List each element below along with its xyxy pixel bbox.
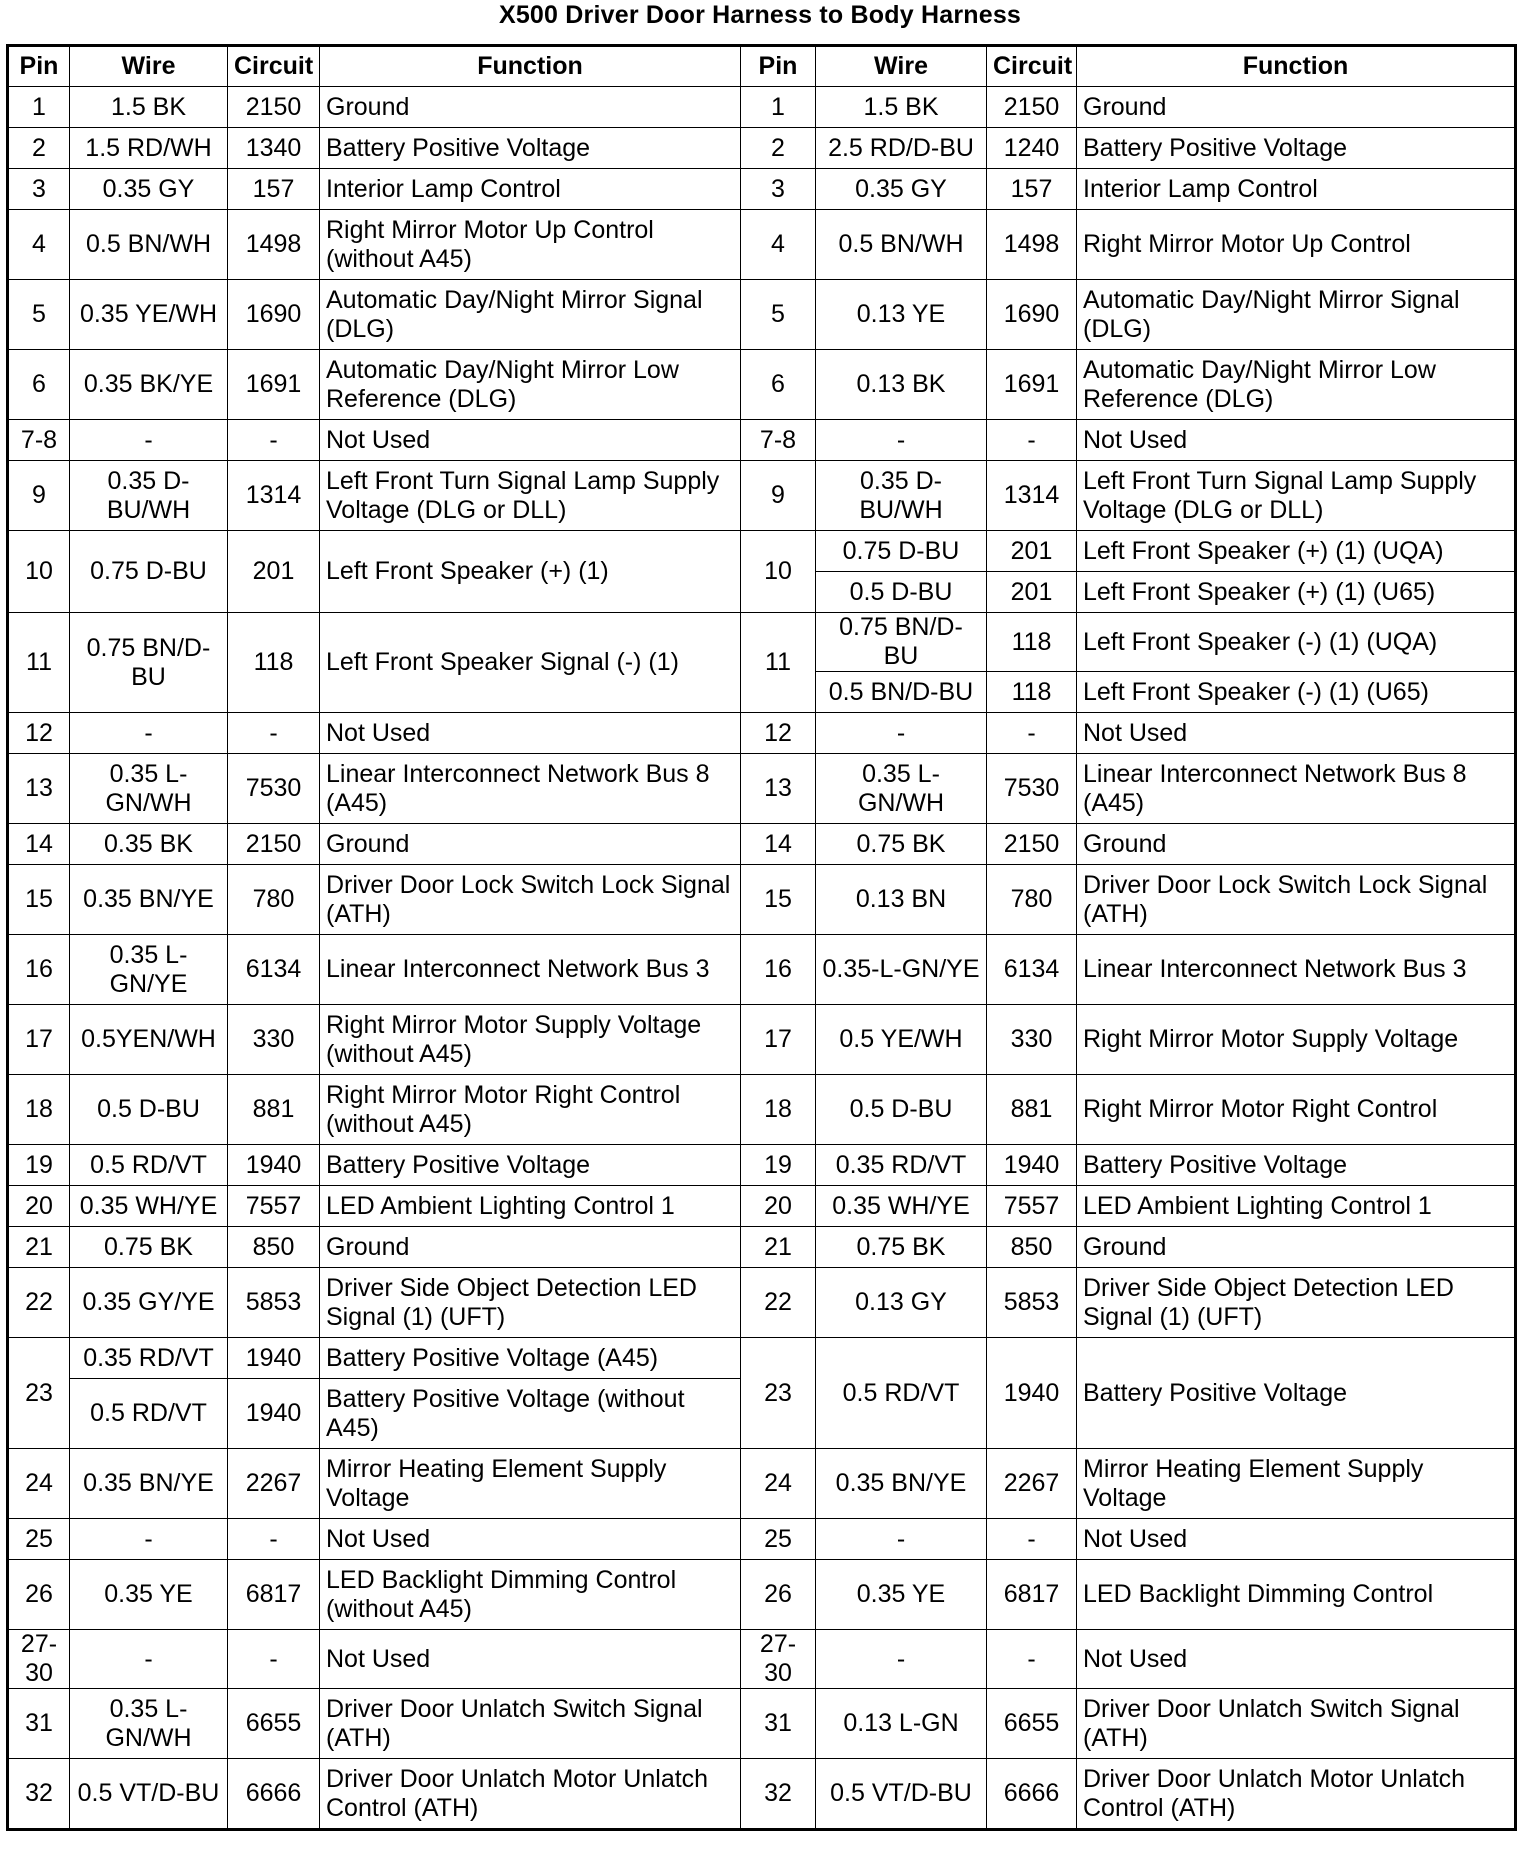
table-cell: 6655 (987, 1689, 1077, 1759)
table-cell: Automatic Day/Night Mirror Low Reference (DLG) (1077, 350, 1516, 420)
table-cell: 2150 (228, 87, 320, 128)
table-cell: Driver Side Object Detection LED Signal (1) (UFT) (320, 1268, 741, 1338)
table-cell: 0.35 GY/YE (70, 1268, 228, 1338)
table-cell: Linear Interconnect Network Bus 3 (1077, 935, 1516, 1005)
table-cell: 157 (228, 169, 320, 210)
table-cell: - (228, 420, 320, 461)
table-cell: 0.35 RD/VT (816, 1145, 987, 1186)
table-cell: 0.35 L-GN/WH (70, 754, 228, 824)
table-cell: Right Mirror Motor Up Control (1077, 210, 1516, 280)
table-cell: 1314 (987, 461, 1077, 531)
table-cell: 0.5 YE/WH (816, 1005, 987, 1075)
table-cell: 6 (741, 350, 816, 420)
table-cell: 0.5 RD/VT (816, 1338, 987, 1449)
table-cell: 0.75 D-BU (816, 531, 987, 572)
table-cell: 1498 (228, 210, 320, 280)
table-cell: 0.13 GY (816, 1268, 987, 1338)
col-header-circuit: Circuit (987, 46, 1077, 87)
table-cell: 0.35 YE/WH (70, 280, 228, 350)
table-cell: 1940 (987, 1338, 1077, 1449)
table-cell: 2267 (228, 1449, 320, 1519)
table-cell: 10 (8, 531, 70, 613)
table-cell: Driver Door Lock Switch Lock Signal (ATH) (320, 865, 741, 935)
table-cell: 2150 (228, 824, 320, 865)
table-cell: 12 (8, 713, 70, 754)
table-cell: Interior Lamp Control (1077, 169, 1516, 210)
table-cell: 16 (8, 935, 70, 1005)
table-cell: Right Mirror Motor Up Control (without A45) (320, 210, 741, 280)
table-cell: Ground (320, 824, 741, 865)
table-cell: 17 (741, 1005, 816, 1075)
table-cell: 0.35 YE (816, 1560, 987, 1630)
table-cell: 13 (8, 754, 70, 824)
table-cell: Ground (320, 87, 741, 128)
table-cell: - (228, 1519, 320, 1560)
table-cell: - (70, 1630, 228, 1689)
table-cell: Not Used (320, 1519, 741, 1560)
table-cell: 1940 (228, 1338, 320, 1379)
table-cell: 1 (8, 87, 70, 128)
table-cell: 0.35 WH/YE (70, 1186, 228, 1227)
table-cell: 330 (987, 1005, 1077, 1075)
table-cell: 0.35 GY (816, 169, 987, 210)
table-cell: 1240 (987, 128, 1077, 169)
table-cell: Mirror Heating Element Supply Voltage (1077, 1449, 1516, 1519)
table-cell: 10 (741, 531, 816, 613)
table-row (8, 1005, 1516, 1075)
table-cell: Right Mirror Motor Supply Voltage (1077, 1005, 1516, 1075)
table-cell: 14 (8, 824, 70, 865)
table-cell: Not Used (1077, 713, 1516, 754)
table-cell: 27-30 (741, 1630, 816, 1689)
table-cell: 5853 (987, 1268, 1077, 1338)
table-cell: 1340 (228, 128, 320, 169)
table-cell: 18 (741, 1075, 816, 1145)
table-cell: 850 (228, 1227, 320, 1268)
table-cell: 0.35 BN/YE (816, 1449, 987, 1519)
table-cell: 1691 (228, 350, 320, 420)
table-cell: 0.5 RD/VT (70, 1145, 228, 1186)
table-cell: Driver Door Lock Switch Lock Signal (ATH) (1077, 865, 1516, 935)
table-cell: 0.35 WH/YE (816, 1186, 987, 1227)
table-cell: 0.5 BN/WH (816, 210, 987, 280)
table-cell: Right Mirror Motor Right Control (without A45) (320, 1075, 741, 1145)
table-cell: 25 (741, 1519, 816, 1560)
table-cell: Left Front Turn Signal Lamp Supply Voltage (DLG or DLL) (1077, 461, 1516, 531)
table-cell: 15 (8, 865, 70, 935)
table-cell: Automatic Day/Night Mirror Low Reference (DLG) (320, 350, 741, 420)
table-cell: 118 (987, 672, 1077, 713)
table-cell: 1 (741, 87, 816, 128)
table-cell: 0.5 RD/VT (70, 1379, 228, 1449)
table-cell: 6666 (987, 1759, 1077, 1830)
table-cell: 0.35 D-BU/WH (816, 461, 987, 531)
table-cell: 17 (8, 1005, 70, 1075)
table-cell: 0.35 L-GN/WH (70, 1689, 228, 1759)
table-row (8, 420, 1516, 461)
col-header-pin: Pin (8, 46, 70, 87)
table-cell: Ground (1077, 87, 1516, 128)
table-cell: Automatic Day/Night Mirror Signal (DLG) (320, 280, 741, 350)
table-body (8, 87, 1516, 1830)
table-cell: LED Backlight Dimming Control (without A45) (320, 1560, 741, 1630)
table-cell: 5 (8, 280, 70, 350)
table-cell: 32 (8, 1759, 70, 1830)
table-cell: 4 (741, 210, 816, 280)
table-cell: 7530 (228, 754, 320, 824)
table-cell: 0.75 D-BU (70, 531, 228, 613)
table-cell: Not Used (1077, 1630, 1516, 1689)
table-cell: LED Ambient Lighting Control 1 (1077, 1186, 1516, 1227)
table-cell: Left Front Speaker (+) (1) (320, 531, 741, 613)
table-cell: Ground (320, 1227, 741, 1268)
table-cell: - (70, 713, 228, 754)
table-cell: 20 (741, 1186, 816, 1227)
table-cell: 6134 (228, 935, 320, 1005)
table-row (8, 350, 1516, 420)
table-cell: 201 (987, 531, 1077, 572)
table-cell: Linear Interconnect Network Bus 8 (A45) (1077, 754, 1516, 824)
table-cell: Linear Interconnect Network Bus 8 (A45) (320, 754, 741, 824)
table-cell: Automatic Day/Night Mirror Signal (DLG) (1077, 280, 1516, 350)
table-cell: 0.5 VT/D-BU (816, 1759, 987, 1830)
table-cell: 1.5 BK (70, 87, 228, 128)
table-row (8, 1519, 1516, 1560)
table-cell: - (816, 1519, 987, 1560)
col-header-wire: Wire (816, 46, 987, 87)
col-header-wire: Wire (70, 46, 228, 87)
table-cell: 0.5YEN/WH (70, 1005, 228, 1075)
table-cell: 7557 (228, 1186, 320, 1227)
table-cell: 3 (741, 169, 816, 210)
table-cell: 0.75 BN/D-BU (70, 613, 228, 713)
table-cell: 0.35 BK/YE (70, 350, 228, 420)
table-cell: Right Mirror Motor Supply Voltage (without A45) (320, 1005, 741, 1075)
table-cell: Right Mirror Motor Right Control (1077, 1075, 1516, 1145)
table-cell: 0.75 BN/D-BU (816, 613, 987, 672)
table-cell: 26 (741, 1560, 816, 1630)
table-cell: 6817 (987, 1560, 1077, 1630)
table-cell: Battery Positive Voltage (without A45) (320, 1379, 741, 1449)
table-cell: 22 (8, 1268, 70, 1338)
table-cell: 18 (8, 1075, 70, 1145)
col-header-circuit: Circuit (228, 46, 320, 87)
table-cell: Mirror Heating Element Supply Voltage (320, 1449, 741, 1519)
table-row (8, 87, 1516, 128)
table-cell: 9 (8, 461, 70, 531)
table-cell: - (228, 1630, 320, 1689)
table-cell: 0.5 VT/D-BU (70, 1759, 228, 1830)
table-cell: 20 (8, 1186, 70, 1227)
table-cell: 19 (741, 1145, 816, 1186)
table-cell: 2150 (987, 87, 1077, 128)
table-cell: - (70, 420, 228, 461)
table-row (8, 1759, 1516, 1830)
table-cell: Battery Positive Voltage (1077, 128, 1516, 169)
table-cell: 2 (741, 128, 816, 169)
table-cell: 201 (228, 531, 320, 613)
table-cell: Ground (1077, 824, 1516, 865)
table-cell: 0.35 D-BU/WH (70, 461, 228, 531)
table-cell: Left Front Speaker (+) (1) (UQA) (1077, 531, 1516, 572)
table-cell: 5853 (228, 1268, 320, 1338)
table-cell: - (987, 1630, 1077, 1689)
table-cell: 157 (987, 169, 1077, 210)
table-cell: Not Used (320, 420, 741, 461)
table-cell: 0.13 YE (816, 280, 987, 350)
table-cell: Not Used (1077, 420, 1516, 461)
table-cell: 881 (228, 1075, 320, 1145)
table-cell: 0.5 D-BU (70, 1075, 228, 1145)
table-cell: 201 (987, 572, 1077, 613)
table-row (8, 461, 1516, 531)
table-cell: Not Used (320, 1630, 741, 1689)
table-cell: 1690 (987, 280, 1077, 350)
table-cell: 0.35 YE (70, 1560, 228, 1630)
table-cell: 0.35 BK (70, 824, 228, 865)
table-cell: 6655 (228, 1689, 320, 1759)
table-cell: 24 (741, 1449, 816, 1519)
table-cell: 21 (8, 1227, 70, 1268)
table-header-row (8, 46, 1516, 87)
table-row (8, 169, 1516, 210)
table-cell: 22 (741, 1268, 816, 1338)
table-cell: Driver Door Unlatch Motor Unlatch Control (ATH) (1077, 1759, 1516, 1830)
table-row (8, 935, 1516, 1005)
table-cell: 9 (741, 461, 816, 531)
table-row (8, 1268, 1516, 1338)
table-cell: - (987, 420, 1077, 461)
table-cell: 0.13 BN (816, 865, 987, 935)
table-cell: 0.35-L-GN/YE (816, 935, 987, 1005)
table-cell: 23 (8, 1338, 70, 1449)
table-cell: 12 (741, 713, 816, 754)
table-cell: 7-8 (741, 420, 816, 461)
table-cell: 31 (8, 1689, 70, 1759)
table-cell: 780 (987, 865, 1077, 935)
table-cell: 21 (741, 1227, 816, 1268)
col-header-pin: Pin (741, 46, 816, 87)
table-cell: Linear Interconnect Network Bus 3 (320, 935, 741, 1005)
table-cell: 26 (8, 1560, 70, 1630)
table-cell: Left Front Speaker (-) (1) (U65) (1077, 672, 1516, 713)
table-cell: 2150 (987, 824, 1077, 865)
table-cell: 1.5 BK (816, 87, 987, 128)
table-row (8, 1630, 1516, 1689)
table-cell: 1314 (228, 461, 320, 531)
table-cell: 14 (741, 824, 816, 865)
table-cell: 0.35 BN/YE (70, 1449, 228, 1519)
harness-pinout-table (6, 44, 1517, 1831)
table-cell: 7530 (987, 754, 1077, 824)
table-row (8, 1145, 1516, 1186)
table-row (8, 1689, 1516, 1759)
table-cell: 25 (8, 1519, 70, 1560)
table-cell: 6134 (987, 935, 1077, 1005)
table-cell: - (816, 713, 987, 754)
table-cell: 0.35 L-GN/WH (816, 754, 987, 824)
table-cell: 0.13 BK (816, 350, 987, 420)
table-cell: 1690 (228, 280, 320, 350)
table-row (8, 754, 1516, 824)
table-cell: 5 (741, 280, 816, 350)
table-cell: 850 (987, 1227, 1077, 1268)
table-cell: 27-30 (8, 1630, 70, 1689)
col-header-function: Function (320, 46, 741, 87)
table-cell: 0.13 L-GN (816, 1689, 987, 1759)
table-row (8, 210, 1516, 280)
table-cell: 0.5 BN/WH (70, 210, 228, 280)
table-cell: 0.35 GY (70, 169, 228, 210)
table-row (8, 1186, 1516, 1227)
table-cell: - (816, 1630, 987, 1689)
table-cell: 1940 (228, 1379, 320, 1449)
table-row (8, 613, 1516, 672)
table-cell: LED Backlight Dimming Control (1077, 1560, 1516, 1630)
table-cell: 0.75 BK (816, 824, 987, 865)
table-cell: Left Front Speaker Signal (-) (1) (320, 613, 741, 713)
table-cell: Left Front Speaker (-) (1) (UQA) (1077, 613, 1516, 672)
table-cell: Battery Positive Voltage (320, 1145, 741, 1186)
table-cell: - (228, 713, 320, 754)
table-cell: 6666 (228, 1759, 320, 1830)
table-row (8, 824, 1516, 865)
table-cell: 0.35 RD/VT (70, 1338, 228, 1379)
table-row (8, 280, 1516, 350)
table-cell: 16 (741, 935, 816, 1005)
table-cell: Driver Side Object Detection LED Signal (1) (UFT) (1077, 1268, 1516, 1338)
table-cell: 2267 (987, 1449, 1077, 1519)
table-cell: 2 (8, 128, 70, 169)
table-cell: - (70, 1519, 228, 1560)
table-cell: Battery Positive Voltage (1077, 1145, 1516, 1186)
table-row (8, 1449, 1516, 1519)
table-cell: 24 (8, 1449, 70, 1519)
table-row (8, 128, 1516, 169)
table-row (8, 1227, 1516, 1268)
table-cell: Driver Door Unlatch Motor Unlatch Control (ATH) (320, 1759, 741, 1830)
table-cell: 0.5 D-BU (816, 572, 987, 613)
table-cell: 6817 (228, 1560, 320, 1630)
table-cell: 780 (228, 865, 320, 935)
table-cell: 31 (741, 1689, 816, 1759)
table-cell: Not Used (320, 713, 741, 754)
table-cell: 118 (228, 613, 320, 713)
table-cell: - (987, 1519, 1077, 1560)
table-row (8, 1338, 1516, 1379)
table-cell: Not Used (1077, 1519, 1516, 1560)
table-cell: Ground (1077, 1227, 1516, 1268)
table-cell: Left Front Speaker (+) (1) (U65) (1077, 572, 1516, 613)
table-cell: 0.5 BN/D-BU (816, 672, 987, 713)
table-cell: 1940 (228, 1145, 320, 1186)
table-cell: 881 (987, 1075, 1077, 1145)
table-cell: 13 (741, 754, 816, 824)
table-cell: - (816, 420, 987, 461)
page-title: X500 Driver Door Harness to Body Harness (498, 1, 1022, 29)
table-cell: 0.75 BK (70, 1227, 228, 1268)
table-cell: 6 (8, 350, 70, 420)
table-cell: 1.5 RD/WH (70, 128, 228, 169)
table-cell: Driver Door Unlatch Switch Signal (ATH) (320, 1689, 741, 1759)
table-row (8, 1560, 1516, 1630)
table-cell: 19 (8, 1145, 70, 1186)
table-cell: 330 (228, 1005, 320, 1075)
table-cell: 1940 (987, 1145, 1077, 1186)
table-cell: 0.5 D-BU (816, 1075, 987, 1145)
table-cell: 0.35 BN/YE (70, 865, 228, 935)
table-cell: 0.35 L-GN/YE (70, 935, 228, 1005)
table-row (8, 1075, 1516, 1145)
table-cell: 7557 (987, 1186, 1077, 1227)
table-cell: - (987, 713, 1077, 754)
table-cell: 1691 (987, 350, 1077, 420)
table-cell: 11 (741, 613, 816, 713)
table-cell: Left Front Turn Signal Lamp Supply Voltage (DLG or DLL) (320, 461, 741, 531)
table-row (8, 865, 1516, 935)
table-cell: 3 (8, 169, 70, 210)
col-header-function: Function (1077, 46, 1516, 87)
table-cell: 118 (987, 613, 1077, 672)
table-cell: 4 (8, 210, 70, 280)
table-row (8, 713, 1516, 754)
table-cell: LED Ambient Lighting Control 1 (320, 1186, 741, 1227)
table-row (8, 531, 1516, 572)
table-cell: 32 (741, 1759, 816, 1830)
table-cell: 0.75 BK (816, 1227, 987, 1268)
table-cell: Battery Positive Voltage (A45) (320, 1338, 741, 1379)
table-cell: 23 (741, 1338, 816, 1449)
table-cell: Battery Positive Voltage (1077, 1338, 1516, 1449)
table-cell: 1498 (987, 210, 1077, 280)
table-cell: Driver Door Unlatch Switch Signal (ATH) (1077, 1689, 1516, 1759)
table-cell: 11 (8, 613, 70, 713)
table-cell: 15 (741, 865, 816, 935)
table-cell: Interior Lamp Control (320, 169, 741, 210)
table-cell: 7-8 (8, 420, 70, 461)
table-cell: Battery Positive Voltage (320, 128, 741, 169)
table-cell: 2.5 RD/D-BU (816, 128, 987, 169)
